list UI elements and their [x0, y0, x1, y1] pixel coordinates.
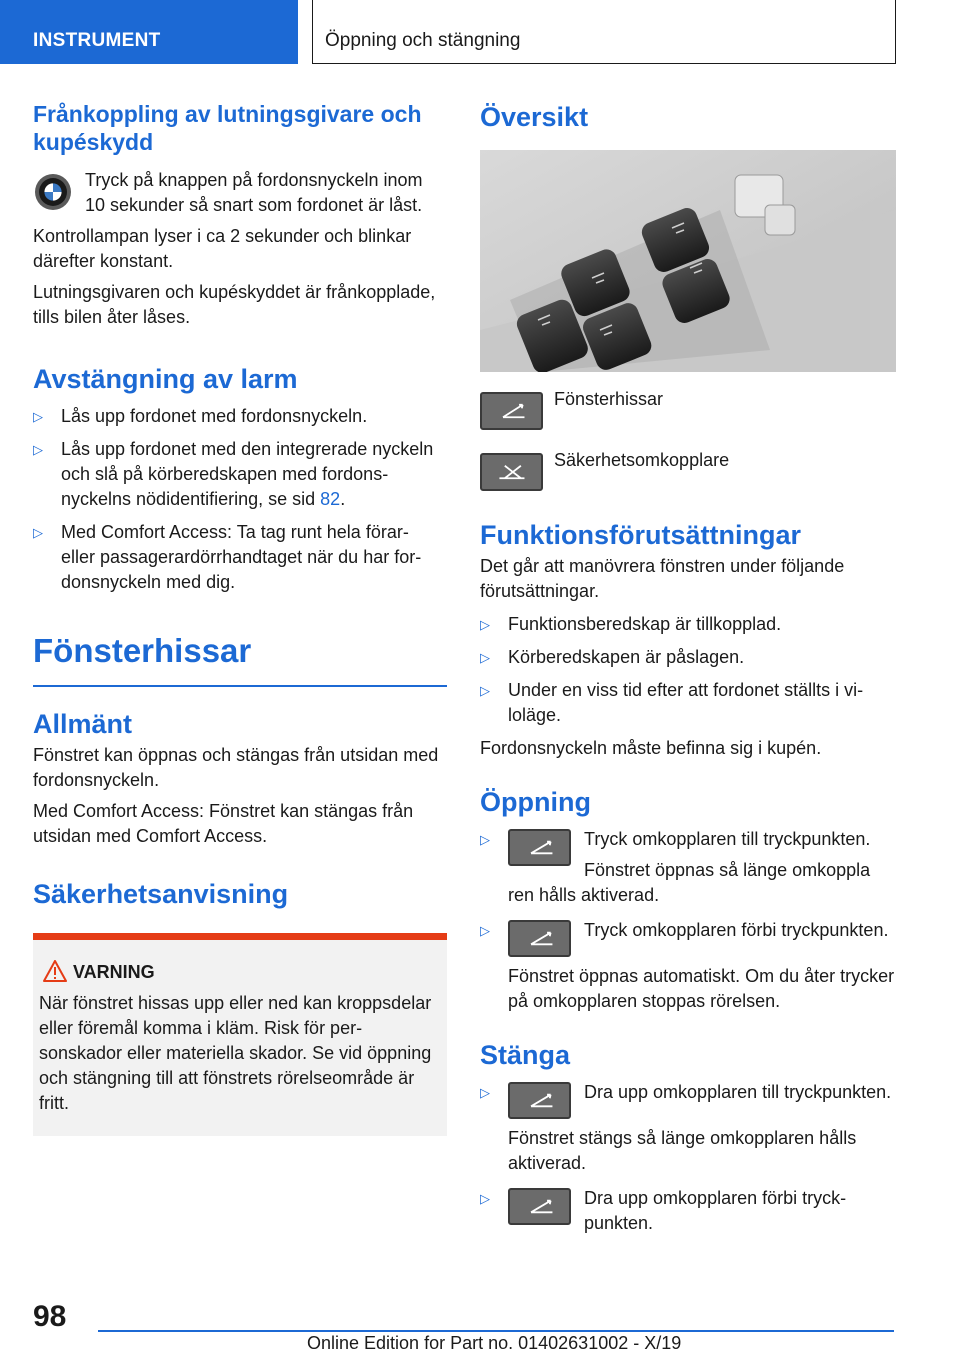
- section-title-opening: Öppning: [480, 787, 591, 817]
- triangle-bullet-icon: ▷: [480, 617, 490, 632]
- section-title-requirements: Funktionsförutsättningar: [480, 520, 801, 550]
- triangle-bullet-icon: ▷: [33, 442, 43, 457]
- list-item: ▷ Körberedskapen är påslagen.: [480, 645, 896, 670]
- list-item: ▷ Funktionsberedskap är tillkopplad.: [480, 612, 896, 637]
- section-title-closing: Stänga: [480, 1040, 571, 1070]
- triangle-bullet-icon: ▷: [480, 683, 490, 698]
- symbol-row-window: [480, 382, 896, 443]
- triangle-bullet-icon: ▷: [480, 1085, 490, 1100]
- step-text: Dra upp omkopplaren till tryckpunkten.: [584, 1082, 892, 1102]
- window-switch-icon: [508, 1082, 571, 1119]
- key-instruction-text: Tryck på knappen på fordonsnyckeln inom 10 sekunder så snart som fordonet är låst.: [85, 170, 423, 215]
- heading-rule: [33, 685, 447, 687]
- chapter-heading: Fönsterhissar: [33, 632, 252, 669]
- opening-step: [480, 827, 896, 908]
- page-reference-link[interactable]: 82: [320, 489, 341, 509]
- symbol-label: Säkerhetsomkopplare: [554, 450, 730, 470]
- triangle-bullet-icon: ▷: [480, 1191, 490, 1206]
- section-tab: [0, 0, 298, 64]
- window-switch-icon: [480, 392, 543, 430]
- step-detail: Fönstret stängs så länge omkopplaren hålls aktiverad.: [508, 1128, 857, 1173]
- triangle-bullet-icon: ▷: [480, 923, 490, 938]
- warning-triangle-icon: [43, 960, 67, 982]
- paragraph: Kontrollampan lyser i ca 2 sekunder och blinkar därefter konstant.: [33, 226, 412, 271]
- warning-title: VARNING: [39, 960, 439, 985]
- window-switch-icon: [508, 829, 571, 866]
- key-instruction: [33, 168, 447, 218]
- alarm-list: [33, 404, 447, 595]
- step-text: Dra upp omkopplaren förbi tryckpunkten.: [584, 1188, 847, 1233]
- requirements-list: [480, 612, 896, 728]
- section-title-alarm: Avstängning av larm: [33, 364, 298, 394]
- list-item: ▷ Lås upp fordonet med fordonsnyckeln.: [33, 404, 447, 429]
- list-item: ▷ Lås upp fordonet med den integrerade nyckeln och slå på körberedskapen med fordonsnyckelns nödidentifiering, se sid 82.: [33, 439, 434, 509]
- list-item: ▷ Med Comfort Access: Ta tag runt hela förar- eller passagerardörrhandtaget när du har fordonsnyckeln med dig.: [33, 522, 422, 592]
- section-title-disconnect: Frånkoppling av lutningsgivare och kupéskydd: [33, 101, 422, 155]
- paragraph: Med Comfort Access: Fönstret kan stängas från utsidan med Comfort Access.: [33, 801, 414, 846]
- opening-step: [480, 918, 896, 1014]
- closing-step: [480, 1186, 896, 1236]
- safety-switch-icon: [480, 453, 543, 491]
- triangle-bullet-icon: ▷: [33, 525, 43, 540]
- paragraph: Det går att manövrera fönstren under följande förutsättningar.: [480, 556, 845, 601]
- list-item: ▷ Under en viss tid efter att fordonet ställts i viloläge.: [480, 680, 864, 725]
- footer-edition: Online Edition for Part no. 01402631002 - X/19: [307, 1333, 682, 1353]
- warning-box: [33, 933, 447, 1136]
- step-detail: Fönstret öppnas så länge omkoppla: [584, 860, 871, 880]
- section-title-general: Allmänt: [33, 709, 133, 739]
- right-column: [480, 100, 896, 1236]
- chapter-tab: [312, 0, 896, 64]
- triangle-bullet-icon: ▷: [480, 650, 490, 665]
- paragraph: Fordonsnyckeln måste befinna sig i kupén.: [480, 738, 822, 758]
- paragraph: Lutningsgivaren och kupéskyddet är frånkopplade, tills bilen åter låses.: [33, 282, 436, 327]
- chapter-label: Öppning och stängning: [325, 30, 521, 51]
- symbol-label: Fönsterhissar: [554, 389, 664, 409]
- section-title-safety: Säkerhetsanvisning: [33, 879, 289, 909]
- footer-rule: [98, 1330, 894, 1332]
- window-switch-icon: [508, 920, 571, 957]
- warning-text: När fönstret hissas upp eller ned kan kroppsdelar eller föremål komma i kläm. Risk för personskador eller materiella skador. Se vid öppning och stängning till att fönstrets rörelseområde är fritt.: [39, 993, 432, 1113]
- step-detail: Fönstret öppnas automatiskt. Om du åter trycker på omkopplaren stoppas rörelsen.: [508, 966, 895, 1011]
- step-text: Tryck omkopplaren förbi tryckpunkten.: [584, 920, 889, 940]
- window-switch-icon: [508, 1188, 571, 1225]
- page-number: 98: [33, 1300, 67, 1333]
- left-column: [33, 100, 447, 1136]
- section-label: INSTRUMENT: [33, 30, 161, 51]
- symbol-row-safety: [480, 443, 896, 504]
- window-switch-photo: [480, 150, 896, 372]
- step-text: Tryck omkopplaren till tryckpunkten.: [584, 829, 871, 849]
- paragraph: Fönstret kan öppnas och stängas från utsidan med fordonsnyckeln.: [33, 745, 439, 790]
- bmw-key-icon: [33, 172, 73, 212]
- step-detail: ren hålls aktiverad.: [508, 885, 660, 905]
- triangle-bullet-icon: ▷: [480, 832, 490, 847]
- closing-step: [480, 1080, 896, 1176]
- section-title-overview: Översikt: [480, 102, 589, 132]
- triangle-bullet-icon: ▷: [33, 409, 43, 424]
